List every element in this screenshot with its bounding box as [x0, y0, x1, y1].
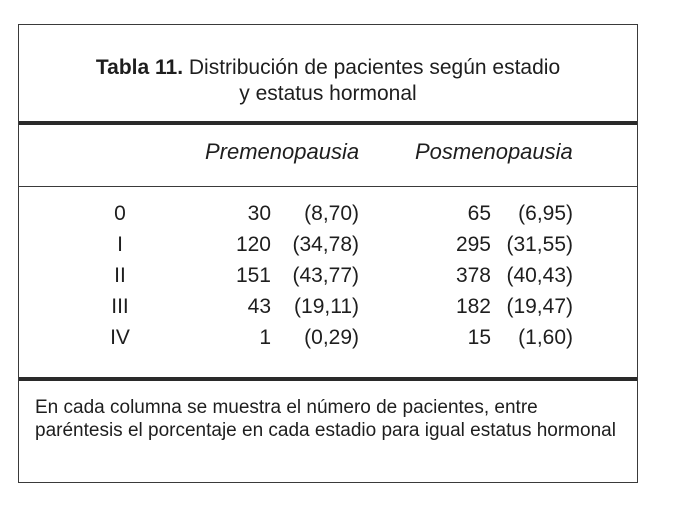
premenopausia-percent: (34,78) [292, 233, 359, 256]
caption-label: Tabla 11. [95, 56, 184, 79]
caption-line-2: y estatus hormonal [239, 82, 417, 105]
table-row [19, 292, 637, 322]
premenopausia-percent: (19,11) [294, 295, 359, 318]
premenopausia-count: 151 [235, 264, 271, 287]
table-row [19, 199, 637, 229]
posmenopausia-percent: (40,43) [506, 264, 573, 287]
premenopausia-percent: (8,70) [304, 202, 359, 225]
caption-divider [19, 121, 637, 125]
posmenopausia-count: 295 [455, 233, 491, 256]
posmenopausia-count: 378 [455, 264, 491, 287]
table-footnote: En cada columna se muestra el número de pacientes, entre paréntesis el porcentaje en cada estadio para igual estatus hormonal [35, 397, 616, 441]
stage-cell: I [117, 233, 123, 256]
column-header-premenopausia: Premenopausia [205, 139, 360, 164]
table-row [19, 323, 637, 353]
caption-line-1 [19, 55, 637, 81]
table-row [19, 261, 637, 291]
posmenopausia-count: 15 [467, 326, 491, 349]
premenopausia-count: 120 [235, 233, 271, 256]
stage-cell: II [114, 264, 126, 287]
caption-title: Distribución de pacientes según estadio [188, 56, 561, 79]
posmenopausia-count: 182 [455, 295, 491, 318]
posmenopausia-percent: (1,60) [518, 326, 573, 349]
premenopausia-percent: (0,29) [304, 326, 359, 349]
stage-cell: III [111, 295, 129, 318]
table-caption [19, 55, 637, 107]
premenopausia-count: 1 [259, 326, 271, 349]
table-row [19, 230, 637, 260]
table-frame [18, 24, 638, 483]
posmenopausia-percent: (19,47) [506, 295, 573, 318]
posmenopausia-percent: (6,95) [518, 202, 573, 225]
body-divider [19, 377, 637, 381]
stage-cell: 0 [114, 202, 126, 225]
premenopausia-count: 30 [247, 202, 271, 225]
stage-cell: IV [110, 326, 130, 349]
header-divider [19, 186, 637, 187]
premenopausia-count: 43 [247, 295, 271, 318]
column-header-posmenopausia: Posmenopausia [415, 139, 573, 164]
premenopausia-percent: (43,77) [292, 264, 359, 287]
posmenopausia-percent: (31,55) [506, 233, 573, 256]
posmenopausia-count: 65 [467, 202, 491, 225]
